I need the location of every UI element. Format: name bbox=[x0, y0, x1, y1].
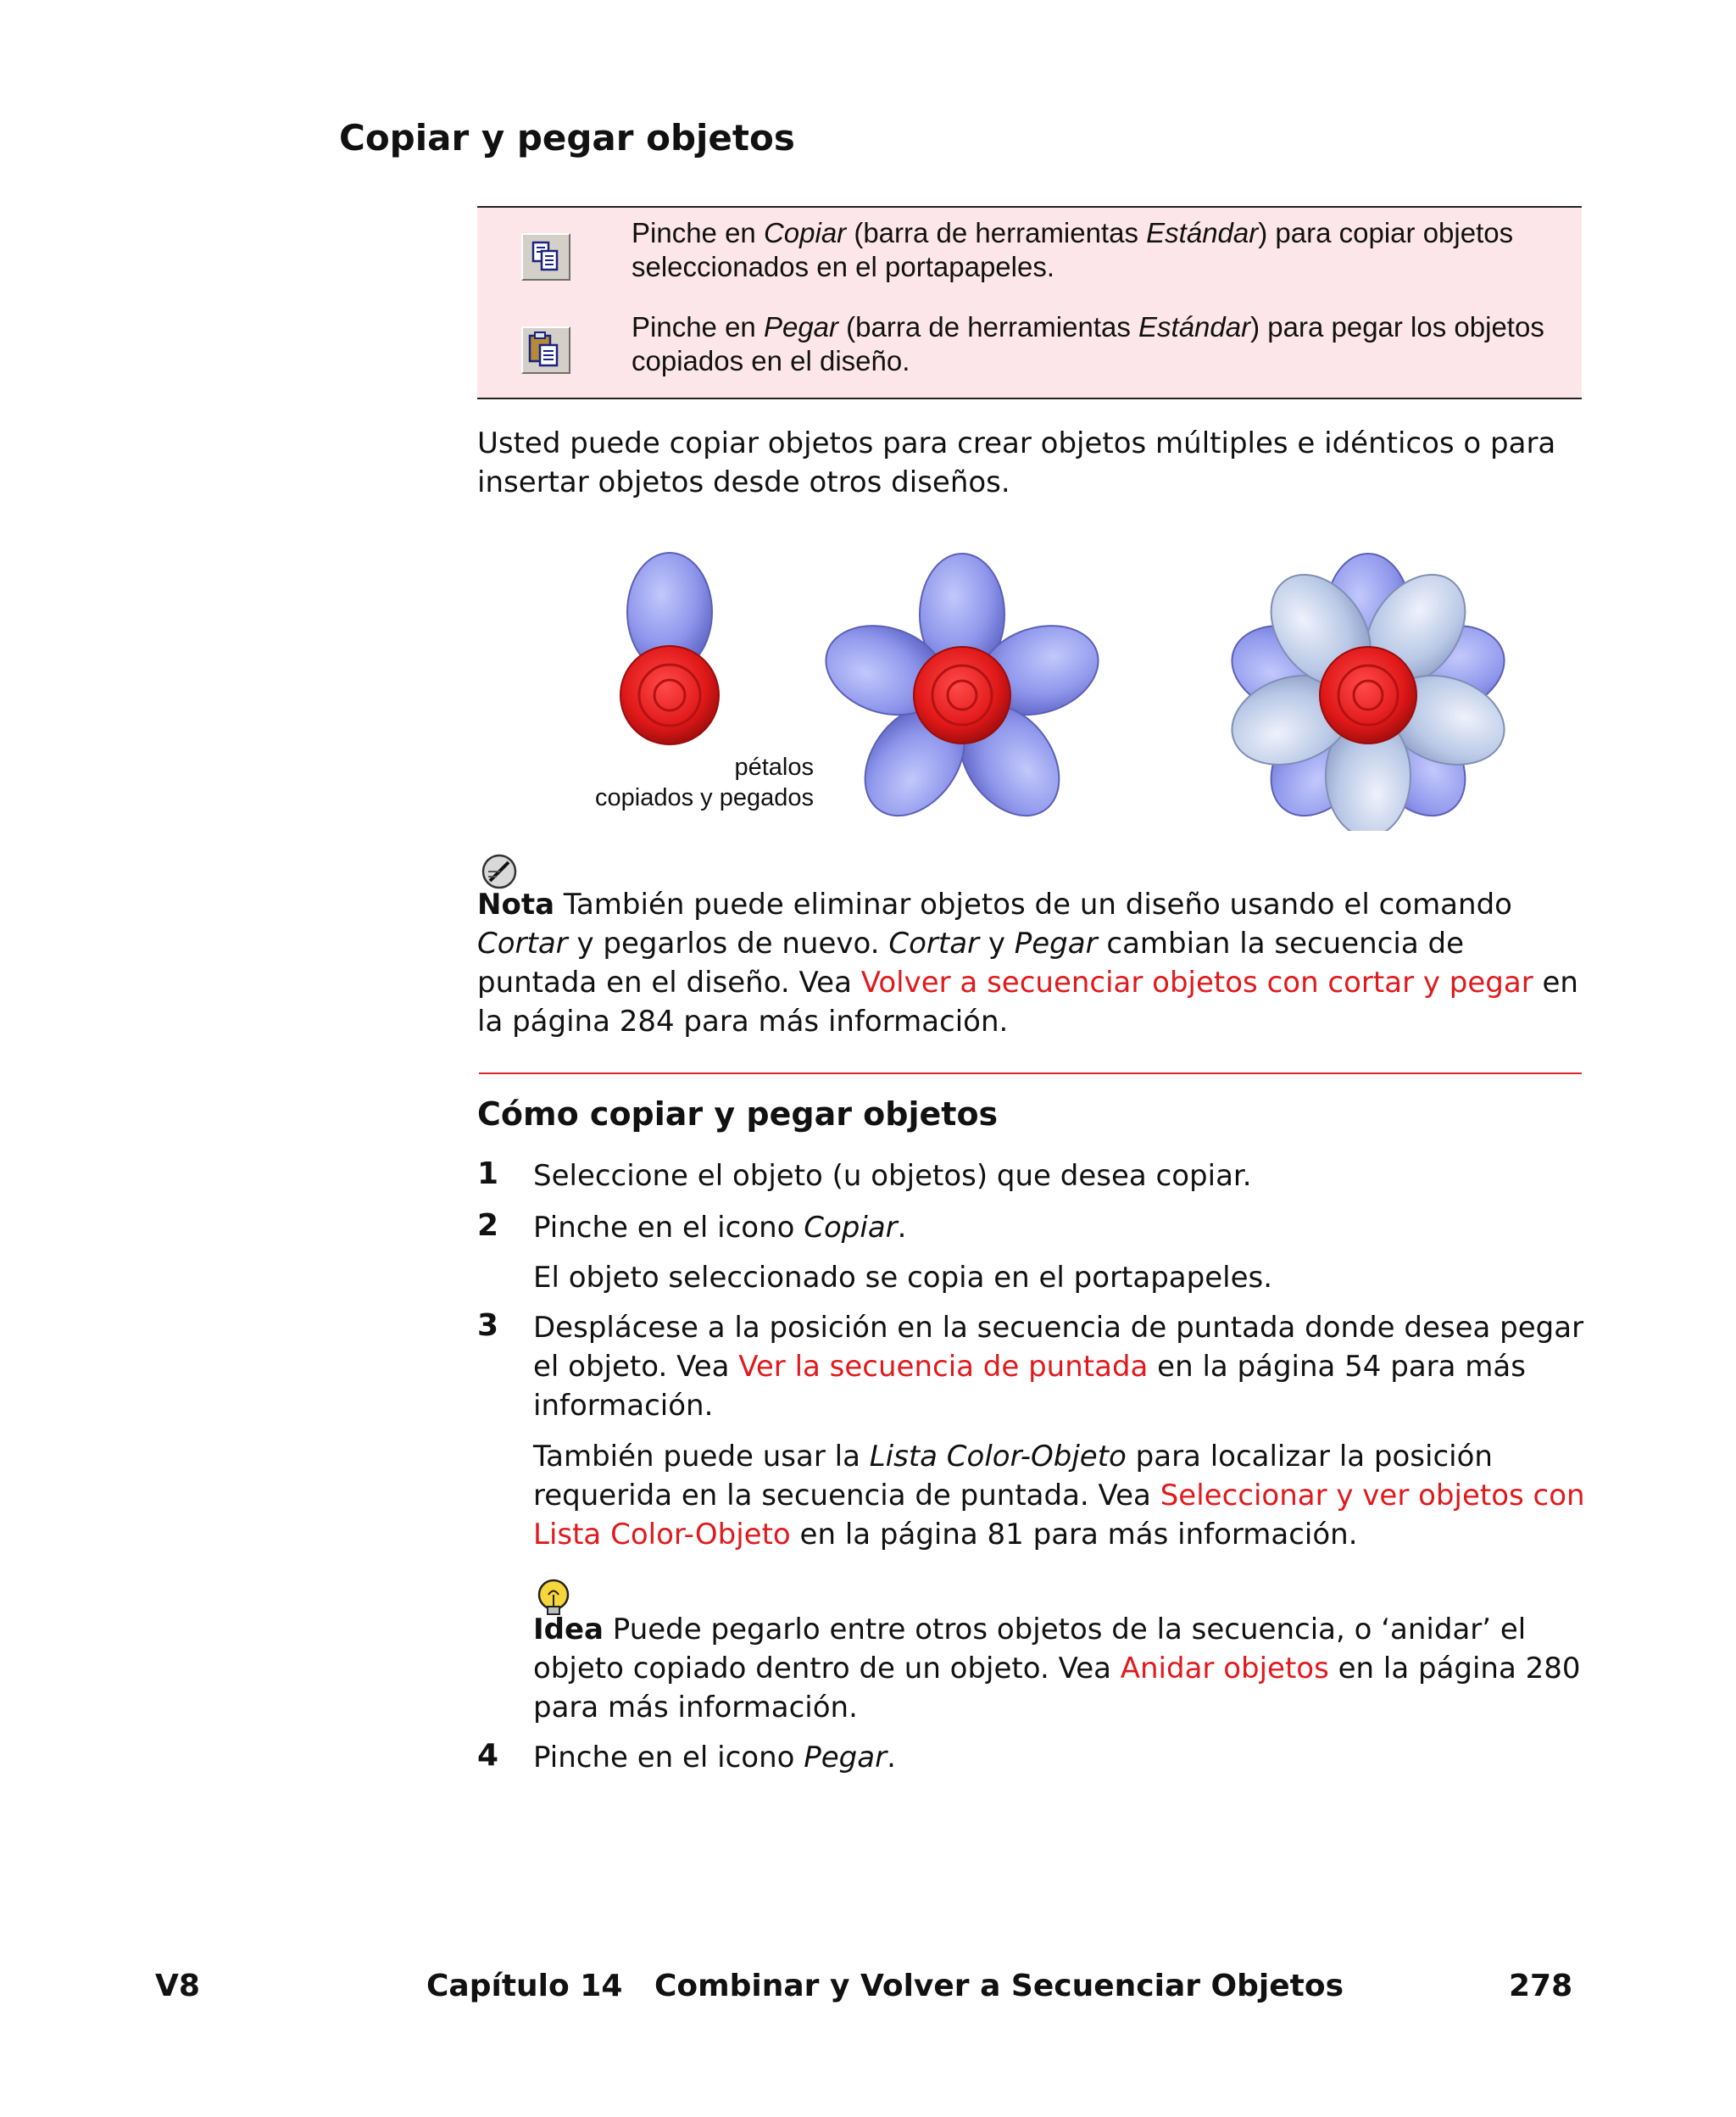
paste-tool-description: Pinche en Pegar (barra de herramientas Estándar) para pegar los objetos copiados en el diseño. bbox=[632, 311, 1544, 376]
figure-caption-line-2: copiados y pegados bbox=[595, 784, 814, 811]
toolbar-reference-box bbox=[477, 206, 1582, 399]
page-title: Copiar y pegar objetos bbox=[339, 117, 795, 159]
figure-caption-line-1: pétalos bbox=[734, 754, 814, 781]
step-2-number: 2 bbox=[477, 1208, 499, 1243]
step-1-text: Seleccione el objeto (u objetos) que desea copiar. bbox=[533, 1159, 1252, 1193]
copy-icon[interactable] bbox=[521, 233, 570, 281]
step-2-text: Pinche en el icono Copiar. bbox=[533, 1211, 907, 1245]
tip-link[interactable]: Anidar objetos bbox=[1120, 1652, 1329, 1685]
step-3-link[interactable]: Ver la secuencia de puntada bbox=[738, 1350, 1149, 1384]
footer-version: V8 bbox=[155, 1969, 200, 2003]
single-petal-flower bbox=[620, 553, 719, 744]
section-divider bbox=[479, 1072, 1582, 1074]
tip-paragraph: Idea Puede pegarlo entre otros objetos de la secuencia, o ‘anidar’ el objeto copiado dentro de un objeto. Vea Anidar objetos en la página 280 para más información. bbox=[533, 1613, 1581, 1724]
five-petal-flower bbox=[815, 554, 1110, 831]
step-3-extra: También puede usar la Lista Color-Objeto para localizar la posición requerida en la secuencia de puntada. Vea Seleccionar y ver objetos con Lista Color-Objeto en la página 81 para más información. bbox=[533, 1440, 1585, 1552]
step-1-number: 1 bbox=[477, 1156, 499, 1191]
step-3-text: Desplácese a la posición en la secuencia de puntada donde desea pegar el objeto. Vea Ver la secuencia de puntada en la página 54 para más información. bbox=[533, 1311, 1584, 1423]
figure-caption bbox=[542, 752, 814, 813]
note-paragraph: Nota También puede eliminar objetos de un diseño usando el comando Cortar y pegarlos de nuevo. Cortar y Pegar cambian la secuencia de puntada en el diseño. Vea Volver a secuenciar objetos con cortar y pegar en la página 284 para más información. bbox=[477, 888, 1578, 1039]
step-4-text: Pinche en el icono Pegar. bbox=[533, 1741, 896, 1774]
step-3-extra-link[interactable]: Seleccionar y ver objetos con Lista Color-Objeto bbox=[533, 1479, 1585, 1552]
intro-paragraph: Usted puede copiar objetos para crear objetos múltiples e idénticos o para insertar objetos desde otros diseños. bbox=[477, 426, 1556, 499]
footer-page-number: 278 bbox=[1509, 1969, 1573, 2003]
step-3-number: 3 bbox=[477, 1308, 499, 1343]
paste-icon[interactable] bbox=[521, 326, 570, 374]
copy-tool-description: Pinche en Copiar (barra de herramientas Estándar) para copiar objetos seleccionados en el portapapeles. bbox=[632, 217, 1514, 282]
step-4-number: 4 bbox=[477, 1738, 499, 1773]
double-layer-flower bbox=[1221, 554, 1516, 831]
step-2-result: El objeto seleccionado se copia en el portapapeles. bbox=[533, 1261, 1273, 1295]
note-link[interactable]: Volver a secuenciar objetos con cortar y pegar bbox=[860, 966, 1533, 1000]
footer-chapter: Capítulo 14 Combinar y Volver a Secuenciar Objetos bbox=[426, 1969, 1344, 2003]
section-title: Cómo copiar y pegar objetos bbox=[477, 1095, 999, 1133]
